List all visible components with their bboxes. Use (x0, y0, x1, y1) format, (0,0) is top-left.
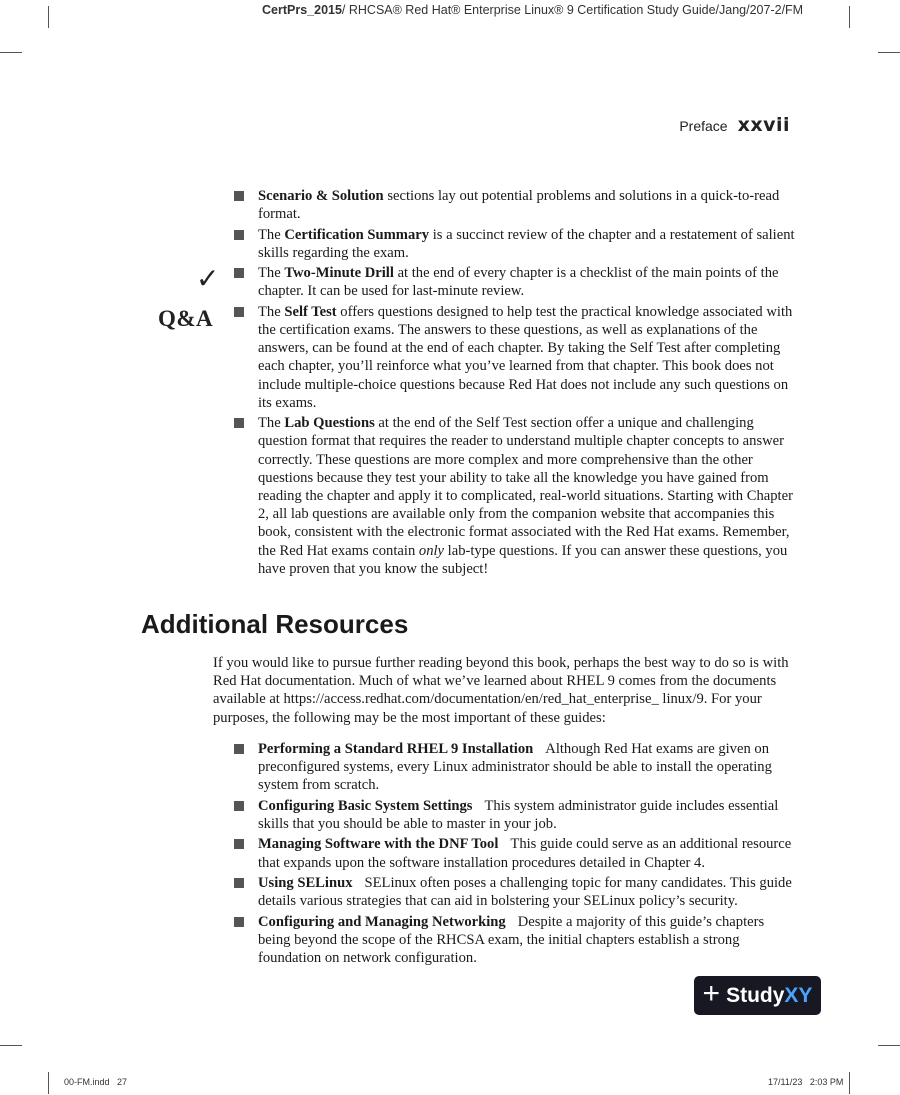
item-text: The (258, 265, 285, 282)
bullet-square-icon (234, 878, 244, 888)
list-item (234, 226, 796, 262)
item-text: at the end of the Self Test section offer a unique and challenging question format that requires the reader to understand multiple chapter concepts to answer correctly. These questions are more complex and more comprehensive than the other questions because they test your ability to take all the knowledge you have gained from reading the chapter and apply it to complicated, real-world situations. Starting with Chapter 2, all lab questions are available only from the companion website that accompanies this book, consistent with the electronic format associated with the Red Hat exams. Remember, the Red Hat exams contain (258, 415, 793, 559)
intro-paragraph: If you would like to pursue further reading beyond this book, perhaps the best way to do so is with Red Hat documentation. Much of what we’ve learned about RHEL 9 comes from the documents available at https://access.redhat.com/documentation/en/red_hat_enterprise_ linux/9. For your purposes, the following may be the most important of these guides: (213, 655, 789, 726)
bullet-square-icon (234, 230, 244, 240)
check-mark-icon: ✓ (196, 262, 220, 295)
item-term: Configuring Basic System Settings (258, 797, 473, 814)
list-item (234, 835, 796, 871)
item-term: Performing a Standard RHEL 9 Installation (258, 741, 534, 757)
bullet-square-icon (234, 744, 244, 754)
running-head-label: Preface (679, 118, 728, 134)
crop-mark (878, 1045, 900, 1046)
list-item (234, 264, 796, 300)
crop-mark (48, 1072, 49, 1094)
item-term: Lab Questions (284, 415, 375, 432)
item-term: Certification Summary (284, 226, 430, 243)
item-text: lab-type questions. If you can answer these questions, you have proven that you know the subject! (258, 542, 788, 577)
qa-mark: Q&A (158, 306, 214, 331)
list-item (234, 303, 796, 412)
resources-list (234, 740, 796, 969)
item-term: Configuring and Managing Networking (258, 913, 506, 930)
item-term: Two-Minute Drill (284, 265, 394, 282)
crop-mark (849, 1072, 850, 1094)
list-item (234, 874, 796, 910)
item-text: SELinux often poses a challenging topic for many candidates. This guide details various strategies that can aid in bolstering your SELinux policy’s security. (258, 874, 792, 910)
logo-accent: XY (784, 983, 813, 1007)
slug-bold: CertPrs_2015 (262, 3, 342, 17)
bullet-square-icon (234, 801, 244, 811)
studyxy-logo (694, 976, 821, 1015)
crop-mark (0, 1045, 22, 1046)
bullet-square-icon (234, 917, 244, 927)
item-term: Managing Software with the DNF Tool (258, 836, 499, 853)
list-item (234, 740, 796, 795)
list-item (234, 187, 796, 223)
crop-mark (48, 6, 49, 28)
item-text: The (258, 415, 285, 432)
item-emphasis: only (418, 542, 445, 559)
features-list (234, 187, 796, 580)
item-text: The (258, 303, 285, 320)
item-text: sections lay out potential problems and solutions in a quick-to-read format. (258, 188, 780, 223)
bullet-square-icon (234, 839, 244, 849)
item-text: at the end of every chapter is a checklist of the main points of the chapter. It can be used for last-minute review. (258, 265, 779, 300)
footer-file: 00-FM.indd 27 (64, 1077, 128, 1087)
bullet-square-icon (234, 418, 244, 428)
crop-mark (849, 6, 850, 28)
item-text: The (258, 226, 285, 243)
item-term: Scenario & Solution (258, 188, 384, 204)
bullet-square-icon (234, 191, 244, 201)
item-term: Self Test (284, 303, 337, 320)
plus-icon: + (702, 977, 721, 1010)
crop-mark (0, 52, 22, 53)
item-text: Although Red Hat exams are given on preconfigured systems, every Linux administrator should be able to install the operating system from scratch. (258, 741, 772, 794)
bullet-square-icon (234, 307, 244, 317)
item-term: Using SELinux (258, 874, 353, 891)
list-item (234, 414, 796, 578)
item-text: is a succinct review of the chapter and a restatement of salient skills regarding the exam. (258, 226, 795, 261)
page-number: xxvii (737, 114, 790, 136)
logo-text: Study (726, 983, 785, 1007)
bullet-square-icon (234, 268, 244, 278)
slug-rest: / RHCSA® Red Hat® Enterprise Linux® 9 Certification Study Guide/Jang/207-2/FM (341, 3, 804, 17)
crop-mark (878, 52, 900, 53)
section-heading: Additional Resources (141, 609, 409, 639)
item-text: This guide could serve as an additional resource that expands upon the software installation procedures detailed in Chapter 4. (258, 836, 792, 871)
item-text: offers questions designed to help test the practical knowledge associated with the certification exams. The answers to these questions, as well as explanations of the answers, can be found at the end of each chapter. By taking the Self Test after completing each chapter, you’ll reinforce what you’ve learned from that chapter. This book does not include multiple-choice questions because Red Hat does not include any such questions on its exams. (258, 303, 793, 411)
slug-line (262, 3, 803, 17)
item-text: Despite a majority of this guide’s chapters being beyond the scope of the RHCSA exam, the initial chapters establish a strong foundation on network configuration. (258, 913, 765, 966)
item-text: This system administrator guide includes essential skills that you should be able to master in your job. (258, 797, 779, 832)
running-head (679, 114, 790, 136)
list-item (234, 913, 796, 968)
footer-timestamp: 17/11/23 2:03 PM (768, 1077, 844, 1087)
list-item (234, 797, 796, 833)
